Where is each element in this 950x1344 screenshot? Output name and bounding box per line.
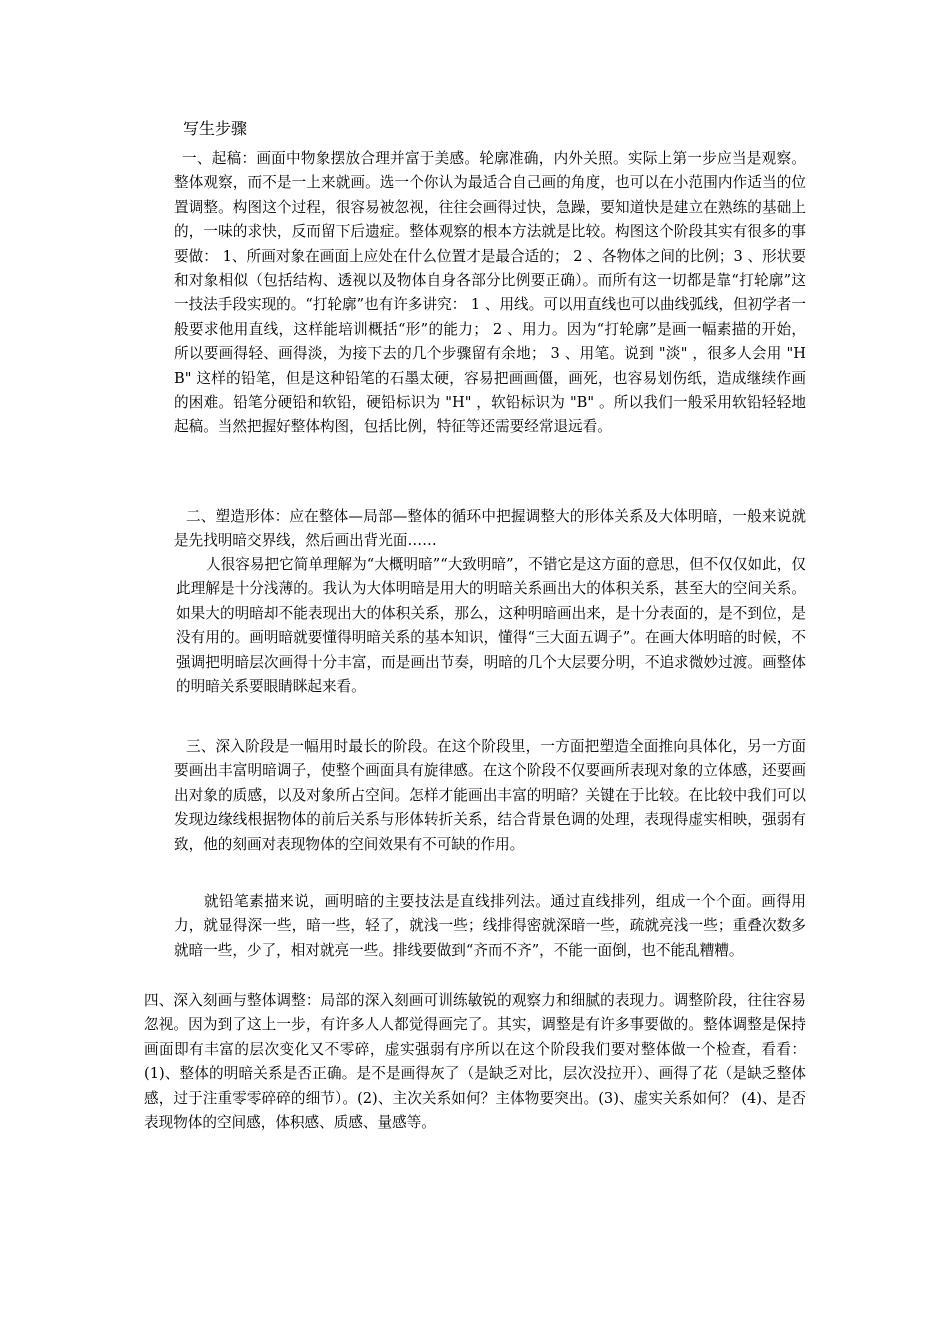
paragraph-overall-shading: 人很容易把它简单理解为“大概明暗”“大致明暗”，不错它是这方面的意思，但不仅仅如此，仅此理解是十分浅薄的。我认为大体明暗是用大的明暗关系画出大的体积关系，甚至大的空间关系。如果大的明暗却不能表现出大的体积关系，那么，这种明暗画出来，是十分表面的，是不到位，是没有用的。画明暗就要懂得明暗关系的基本知识，懂得“三大面五调子”。在画大体明暗的时候，不强调把明暗层次画得十分丰富，而是画出节奏，明暗的几个大层要分明，不追求微妙过渡。画整体的明暗关系要眼睛眯起来看。: [176, 556, 806, 696]
paragraph-pencil-technique: 就铅笔素描来说，画明暗的主要技法是直线排列法。通过直线排列，组成一个个面。画得用力，就显得深一些，暗一些，轻了，就浅一些；线排得密就深暗一些，疏就亮浅一些；重叠次数多就暗一些，少了，相对就亮一些。排线要做到“齐而不齐”，不能一面倒，也不能乱糟糟。: [174, 893, 806, 959]
document-title: 写生步骤: [183, 119, 248, 138]
paragraph-sketching: 一、起稿：画面中物象摆放合理并富于美感。轮廓准确，内外关照。实际上第一步应当是观察。整体观察，而不是一上来就画。选一个你认为最适合自己画的角度，也可以在小范围内作适当的位置调整。构图这个过程，很容易被忽视，往往会画得过快，急躁，要知道快是建立在熟练的基础上的，一味的求快，反而留下后遗症。整体观察的根本方法就是比较。构图这个阶段其实有很多的事要做： 1、所画对象在画面上应处在什么位置才是最合适的； 2 、各物体之间的比例；3 、形状要和对象相似（包括结构、透视以及物体自身各部分比例要正确）。而所有这一切都是靠“打轮廓”这一技法手段实现的。“打轮廓”也有许多讲究： 1 、用线。可以用直线也可以曲线弧线，但初学者一般要求他用直线，这样能培训概括“形”的能力； 2 、用力。因为“打轮廓”是画一幅素描的开始，所以要画得轻、画得淡，为接下去的几个步骤留有余地； 3 、用笔。说到 "淡" ，很多人会用 "HB" 这样的铅笔，但是这种铅笔的石墨太硬，容易把画画僵，画死，也容易划伤纸，造成继续作画的困难。铅笔分硬铅和软铅，硬铅标识为 "H" ，软铅标识为 "B" 。所以我们一般采用软铅轻轻地起稿。当然把握好整体构图，包括比例，特征等还需要经常退远看。: [174, 150, 806, 436]
paragraph-deepening: 三、深入阶段是一幅用时最长的阶段。在这个阶段里，一方面把塑造全面推向具体化，另一方面要画出丰富明暗调子，使整个画面具有旋律感。在这个阶段不仅要画所表现对象的立体感，还要画出对象的质感，以及对象所占空间。怎样才能画出丰富的明暗？关键在于比较。在比较中我们可以发现边缘线根据物体的前后关系与形体转折关系，结合背景色调的处理，表现得虚实相映，强弱有致，他的刻画对表现物体的空间效果有不可缺的作用。: [174, 738, 806, 853]
paragraph-shaping: 二、塑造形体：应在整体—局部—整体的循环中把握调整大的形体关系及大体明暗，一般来说就是先找明暗交界线，然后画出背光面……: [174, 508, 806, 550]
paragraph-adjustment: 四、深入刻画与整体调整：局部的深入刻画可训练敏锐的观察力和细腻的表现力。调整阶段，往往容易忽视。因为到了这上一步，有许多人人都觉得画完了。其实，调整是有许多事要做的。整体调整是保持画面即有丰富的层次变化又不零碎，虚实强弱有序所以在这个阶段我们要对整体做一个检查，看看：(1)、整体的明暗关系是否正确。是不是画得灰了（是缺乏对比，层次没拉开）、画得了花（是缺乏整体感，过于注重零零碎碎的细节）。(2)、主次关系如何？主体物要突出。(3)、虚实关系如何？ (4)、是否表现物体的空间感，体积感、质感、量感等。: [144, 992, 806, 1132]
